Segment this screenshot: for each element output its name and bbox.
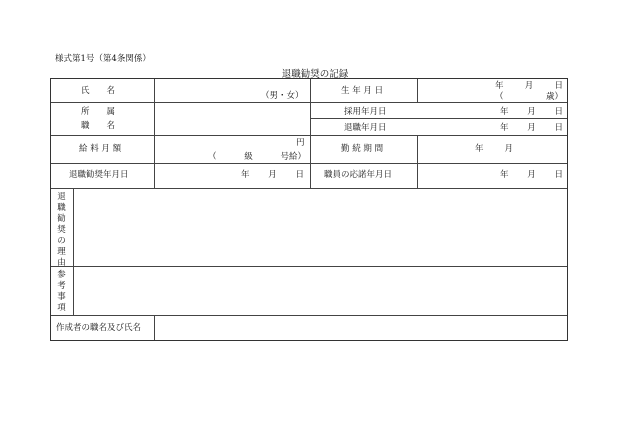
department-label: 所 属: [81, 107, 116, 117]
service-period-label: 勤 続 期 間: [341, 144, 384, 154]
retire-date-label: 退職年月日: [344, 123, 387, 133]
day-unit: 日: [554, 123, 563, 133]
birth-date-field[interactable]: [495, 81, 563, 91]
salary-grade-field[interactable]: [208, 152, 306, 162]
age-field[interactable]: [495, 92, 563, 102]
month-unit: 月: [527, 123, 536, 133]
name-label: 氏 名: [81, 86, 116, 96]
document-title: 退職勧奨の記録: [281, 69, 349, 80]
author-field[interactable]: [155, 316, 567, 340]
month-unit: 月: [504, 144, 513, 154]
year-unit: 年: [500, 123, 509, 133]
retire-date-field[interactable]: [500, 123, 563, 133]
recommend-date-field[interactable]: [241, 170, 304, 180]
year-unit: 年: [500, 170, 509, 180]
post-label: 職 名: [81, 121, 116, 131]
age-unit: 歳）: [545, 92, 563, 102]
reason-field[interactable]: [74, 189, 567, 266]
author-label: 作成者の職名及び氏名: [56, 323, 142, 333]
yen-unit: 円: [296, 138, 305, 148]
month-unit: 月: [268, 170, 277, 180]
salary-label: 給 料 月 額: [79, 144, 122, 154]
year-unit: 年: [495, 81, 504, 91]
month-unit: 月: [524, 81, 534, 91]
response-date-label: 職員の応諾年月日: [324, 170, 393, 180]
grade-unit: 級: [244, 152, 253, 162]
age-paren-open: （: [495, 92, 504, 102]
step-unit: 号給）: [280, 152, 306, 162]
day-unit: 日: [295, 170, 304, 180]
form-number: 様式第1号（第4条関係）: [55, 54, 151, 64]
month-unit: 月: [527, 170, 536, 180]
hire-date-field[interactable]: [500, 107, 563, 117]
day-unit: 日: [554, 81, 563, 91]
service-period-field[interactable]: [475, 144, 513, 154]
year-unit: 年: [475, 144, 484, 154]
gender-field[interactable]: （男・女）: [261, 91, 304, 101]
year-unit: 年: [500, 107, 509, 117]
notes-label: 参考事項: [57, 270, 66, 313]
reason-label: 退職勧奨の理由: [57, 192, 66, 268]
hire-date-label: 採用年月日: [344, 107, 387, 117]
month-unit: 月: [527, 107, 536, 117]
record-form-table: [50, 78, 568, 341]
day-unit: 日: [554, 107, 563, 117]
year-unit: 年: [241, 170, 250, 180]
day-unit: 日: [554, 170, 563, 180]
grade-paren-open: （: [208, 152, 217, 162]
response-date-field[interactable]: [500, 170, 563, 180]
birth-date-label: 生 年 月 日: [341, 86, 384, 96]
notes-field[interactable]: [74, 267, 567, 315]
recommend-date-label: 退職勧奨年月日: [69, 170, 129, 180]
